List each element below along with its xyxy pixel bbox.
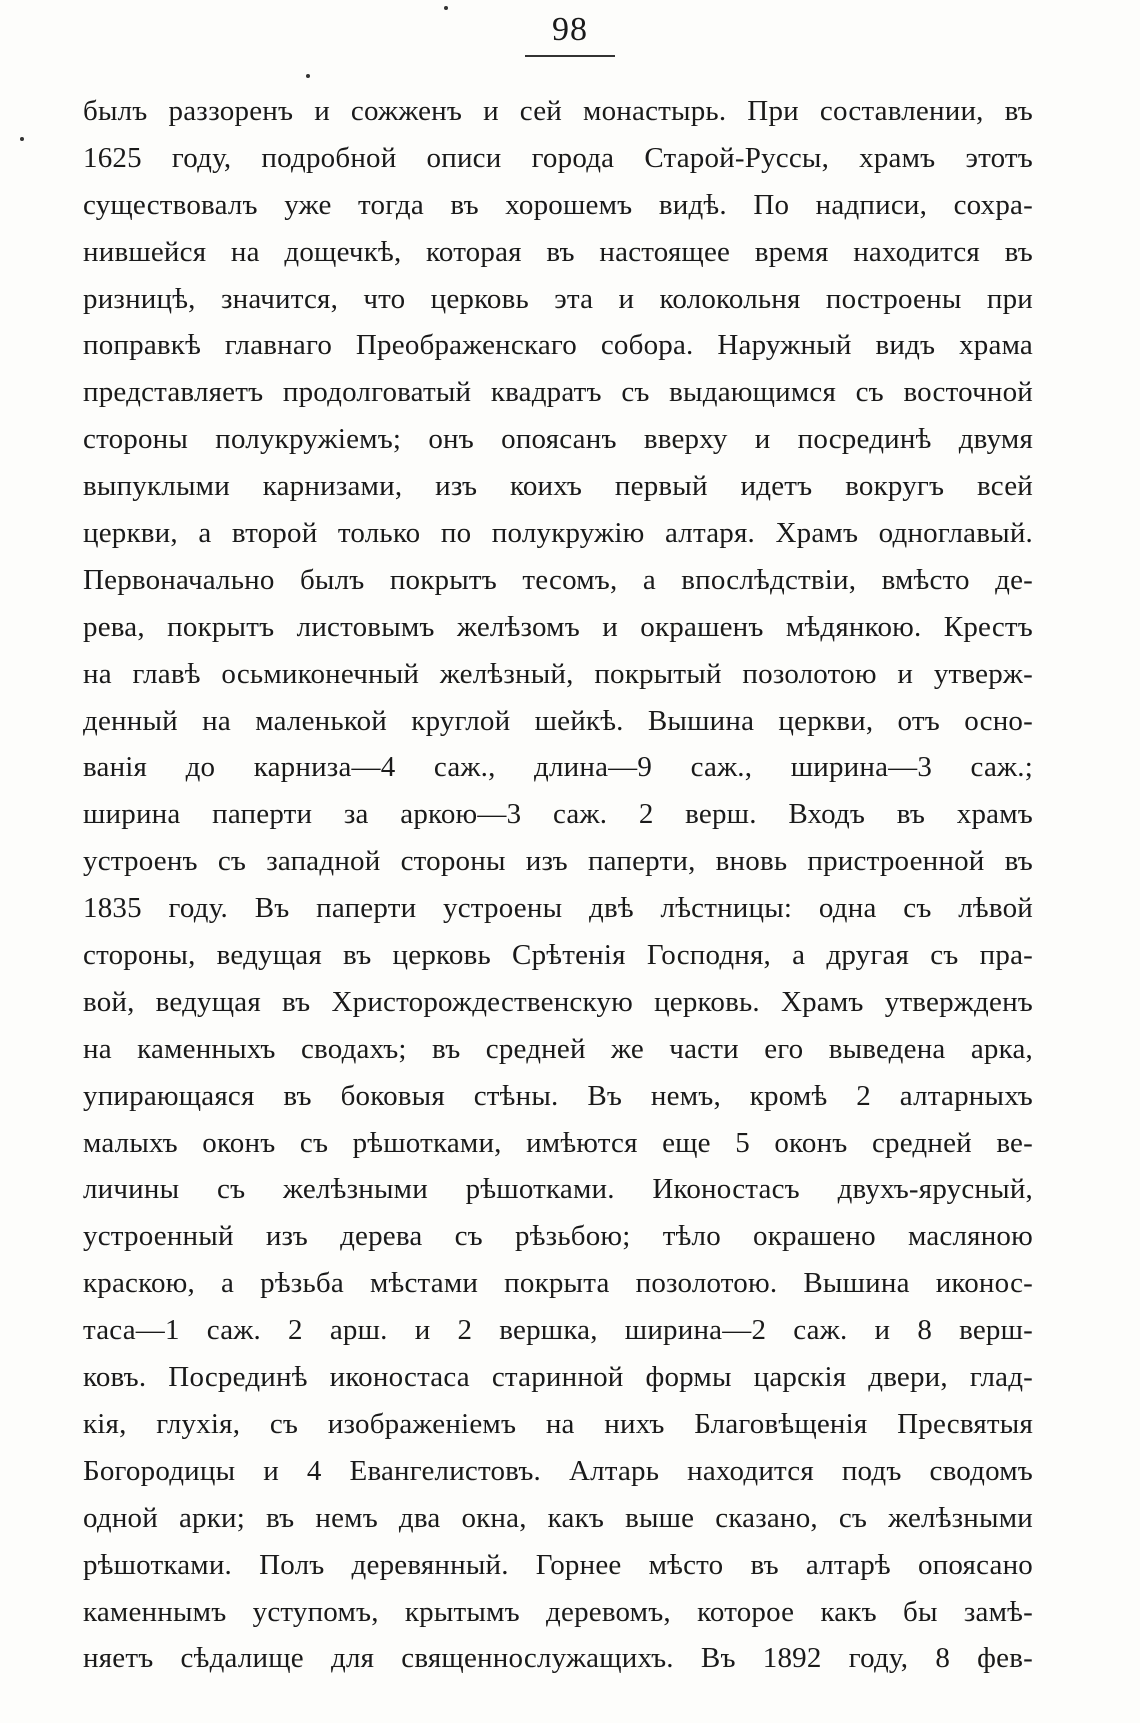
text-line: ванiя до карниза—4 саж., длина—9 саж., ширина—3 саж.; — [83, 751, 1033, 784]
text-line: стороны полукружiемъ; онъ опоясанъ вверху и посрединѣ двумя — [83, 423, 1033, 456]
text-line: краскою, а рѣзьба мѣстами покрыта позолотою. Вышина иконос- — [83, 1267, 1033, 1300]
text-line: на главѣ осьмиконечный желѣзный, покрытый позолотою и утверж- — [83, 657, 1033, 690]
text-line: ширина паперти за аркою—3 саж. 2 верш. Входъ въ храмъ — [83, 798, 1033, 831]
text-line: личины съ желѣзными рѣшотками. Иконостасъ двухъ-ярусный, — [83, 1173, 1033, 1206]
text-line: вой, ведущая въ Христорождественскую церковь. Храмъ утвержденъ — [83, 985, 1033, 1018]
ink-speck — [20, 137, 24, 141]
text-line: таса—1 саж. 2 арш. и 2 вершка, ширина—2 саж. и 8 верш- — [83, 1314, 1033, 1347]
text-line: устроенъ съ западной стороны изъ паперти, вновь пристроенной въ — [83, 845, 1033, 878]
text-line: кiя, глухiя, съ изображенiемъ на нихъ Благовѣщенiя Пресвятыя — [83, 1407, 1033, 1440]
text-line: 1625 году, подробной описи города Старой-Руссы, храмъ этотъ — [83, 141, 1033, 174]
page-number: 98 — [552, 11, 588, 48]
text-line: 1835 году. Въ паперти устроены двѣ лѣстницы: одна съ лѣвой — [83, 892, 1033, 925]
text-line: денный на маленькой круглой шейкѣ. Вышина церкви, отъ осно- — [83, 704, 1033, 737]
text-line: няетъ сѣдалище для священнослужащихъ. Въ 1892 году, 8 фев- — [83, 1642, 1033, 1675]
text-line: рѣшотками. Полъ деревянный. Горнее мѣсто въ алтарѣ опоясано — [83, 1548, 1033, 1581]
text-line: представляетъ продолговатый квадратъ съ выдающимся съ восточной — [83, 376, 1033, 409]
page-number-underline — [525, 55, 615, 57]
text-line: Первоначально былъ покрытъ тесомъ, а впослѣдствiи, вмѣсто де- — [83, 563, 1033, 596]
text-line: рева, покрытъ листовымъ желѣзомъ и окрашенъ мѣдянкою. Крестъ — [83, 610, 1033, 643]
text-line: Богородицы и 4 Евангелистовъ. Алтарь находится подъ сводомъ — [83, 1454, 1033, 1487]
text-line: ковъ. Посрединѣ иконостаса старинной формы царскiя двери, глад- — [83, 1361, 1033, 1394]
text-line: церкви, а второй только по полукружiю алтаря. Храмъ одноглавый. — [83, 517, 1033, 550]
text-line: поправкѣ главнаго Преображенскаго собора. Наружный видъ храма — [83, 329, 1033, 362]
text-line: одной арки; въ немъ два окна, какъ выше сказано, съ желѣзными — [83, 1501, 1033, 1534]
text-line: упирающаяся въ боковыя стѣны. Въ немъ, кромѣ 2 алтарныхъ — [83, 1079, 1033, 1112]
text-line: каменнымъ уступомъ, крытымъ деревомъ, которое какъ бы замѣ- — [83, 1595, 1033, 1628]
text-line: былъ раззоренъ и сожженъ и сей монастырь. При составлении, въ — [83, 95, 1033, 127]
text-line: малыхъ оконъ съ рѣшотками, имѣются еще 5 оконъ средней ве- — [83, 1126, 1033, 1159]
text-line: нившейся на дощечкѣ, которая въ настоящее время находится въ — [83, 235, 1033, 268]
text-line: ризницѣ, значится, что церковь эта и колокольня построены при — [83, 282, 1033, 315]
text-line: существовалъ уже тогда въ хорошемъ видѣ. По надписи, сохра- — [83, 188, 1033, 221]
text-line: на каменныхъ сводахъ; въ средней же части его выведена арка, — [83, 1032, 1033, 1065]
text-line: устроенный изъ дерева съ рѣзьбою; тѣло окрашено масляною — [83, 1220, 1033, 1253]
text-line: выпуклыми карнизами, изъ коихъ первый идетъ вокругъ всей — [83, 470, 1033, 503]
text-line: стороны, ведущая въ церковь Срѣтенiя Господня, а другая съ пра- — [83, 939, 1033, 972]
ink-speck — [306, 74, 310, 78]
body-text — [83, 88, 1033, 1682]
